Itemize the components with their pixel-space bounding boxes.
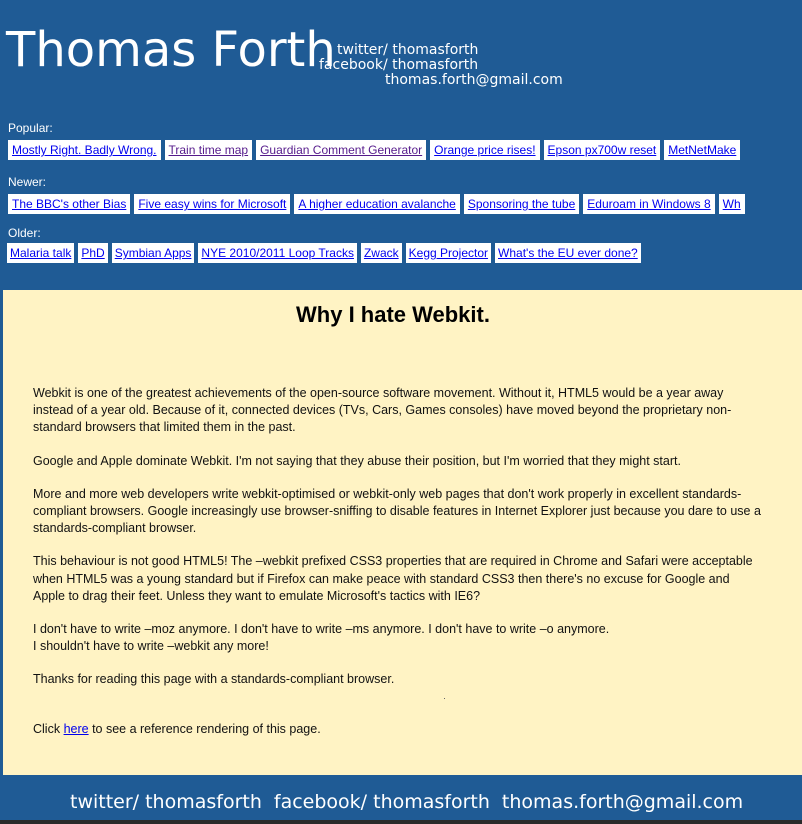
newer-link[interactable]: Sponsoring the tube — [464, 194, 579, 214]
article-line: I don't have to write –moz anymore. I don't have to write –ms anymore. I don't have to write –o anymore. — [33, 622, 610, 637]
popular-link[interactable]: Train time map — [165, 140, 253, 160]
older-label: Older: — [8, 226, 41, 240]
site-title: Thomas Forth — [6, 22, 336, 78]
popular-links — [8, 140, 744, 160]
click-text: Click — [33, 721, 64, 736]
older-link[interactable]: NYE 2010/2011 Loop Tracks — [198, 243, 357, 263]
newer-link[interactable]: Five easy wins for Microsoft — [134, 194, 290, 214]
older-link[interactable]: Symbian Apps — [112, 243, 195, 263]
older-link[interactable]: Kegg Projector — [406, 243, 491, 263]
article-paragraph: Google and Apple dominate Webkit. I'm not saying that they abuse their position, but I'm worried that they might start. — [33, 453, 681, 468]
article-body — [33, 385, 763, 754]
popular-link[interactable]: Mostly Right. Badly Wrong. — [8, 140, 161, 160]
footer-twitter-link[interactable]: twitter/ thomasforth — [70, 791, 262, 813]
popular-link[interactable]: Orange price rises! — [430, 140, 539, 160]
older-link[interactable]: Zwack — [361, 243, 402, 263]
reference-rendering-link[interactable]: here — [63, 721, 89, 736]
header-email-link[interactable]: thomas.forth@gmail.com — [385, 72, 563, 88]
article-paragraph — [33, 621, 763, 655]
popular-link[interactable]: Epson px700w reset — [544, 140, 661, 160]
site-footer — [0, 775, 802, 824]
popular-label: Popular: — [8, 121, 53, 135]
newer-link[interactable]: A higher education avalanche — [294, 194, 459, 214]
bottom-strip — [0, 820, 802, 824]
older-link[interactable]: PhD — [78, 243, 107, 263]
older-link[interactable]: Malaria talk — [7, 243, 74, 263]
article-title: Why I hate Webkit. — [296, 302, 490, 327]
newer-link[interactable]: The BBC's other Bias — [8, 194, 130, 214]
popular-link[interactable]: MetNetMake — [664, 140, 740, 160]
stray-dot — [444, 698, 445, 699]
popular-link[interactable]: Guardian Comment Generator — [256, 140, 426, 160]
newer-label: Newer: — [8, 175, 47, 189]
older-links — [7, 243, 645, 263]
article-paragraph — [33, 721, 763, 738]
older-link[interactable]: What's the EU ever done? — [495, 243, 641, 263]
newer-links — [8, 194, 749, 214]
newer-link[interactable]: Wh — [719, 194, 745, 214]
article-line: I shouldn't have to write –webkit any more! — [33, 639, 269, 654]
footer-links — [70, 791, 755, 813]
article-paragraph: More and more web developers write webkit-optimised or webkit-only web pages that don't work properly in excellent standards-compliant browsers. Google increasingly use browser-sniffing to disable features in Internet Explorer just because you dare to use a standards-compliant browser. — [33, 486, 761, 536]
footer-email-link[interactable]: thomas.forth@gmail.com — [501, 791, 744, 813]
footer-facebook-link[interactable]: facebook/ thomasforth — [273, 791, 490, 813]
header-twitter-link[interactable]: twitter/ thomasforth — [337, 42, 479, 58]
article-paragraph: Thanks for reading this page with a standards-compliant browser. — [33, 672, 395, 687]
newer-link[interactable]: Eduroam in Windows 8 — [583, 194, 714, 214]
article-paragraph: This behaviour is not good HTML5! The –webkit prefixed CSS3 properties that are required in Chrome and Safari were acceptable when HTML5 was a young standard but if Firefox can make peace with standard CSS3 then there's no excuse for Google and Apple to drag their feet. Unless they want to emulate Microsoft's tactics with IE6? — [33, 554, 753, 603]
article-paragraph: Webkit is one of the greatest achievements of the open-source software movement. Without it, HTML5 would be a year away instead of a year old. Because of it, connected devices (TVs, Cars, Games consoles) have moved beyond the proprietary non-standard browsers that limited them in the past. — [33, 386, 732, 435]
click-text-end: to see a reference rendering of this page. — [88, 721, 321, 736]
article — [3, 290, 802, 775]
header-facebook-link[interactable]: facebook/ thomasforth — [319, 57, 479, 73]
site-header — [0, 0, 802, 110]
